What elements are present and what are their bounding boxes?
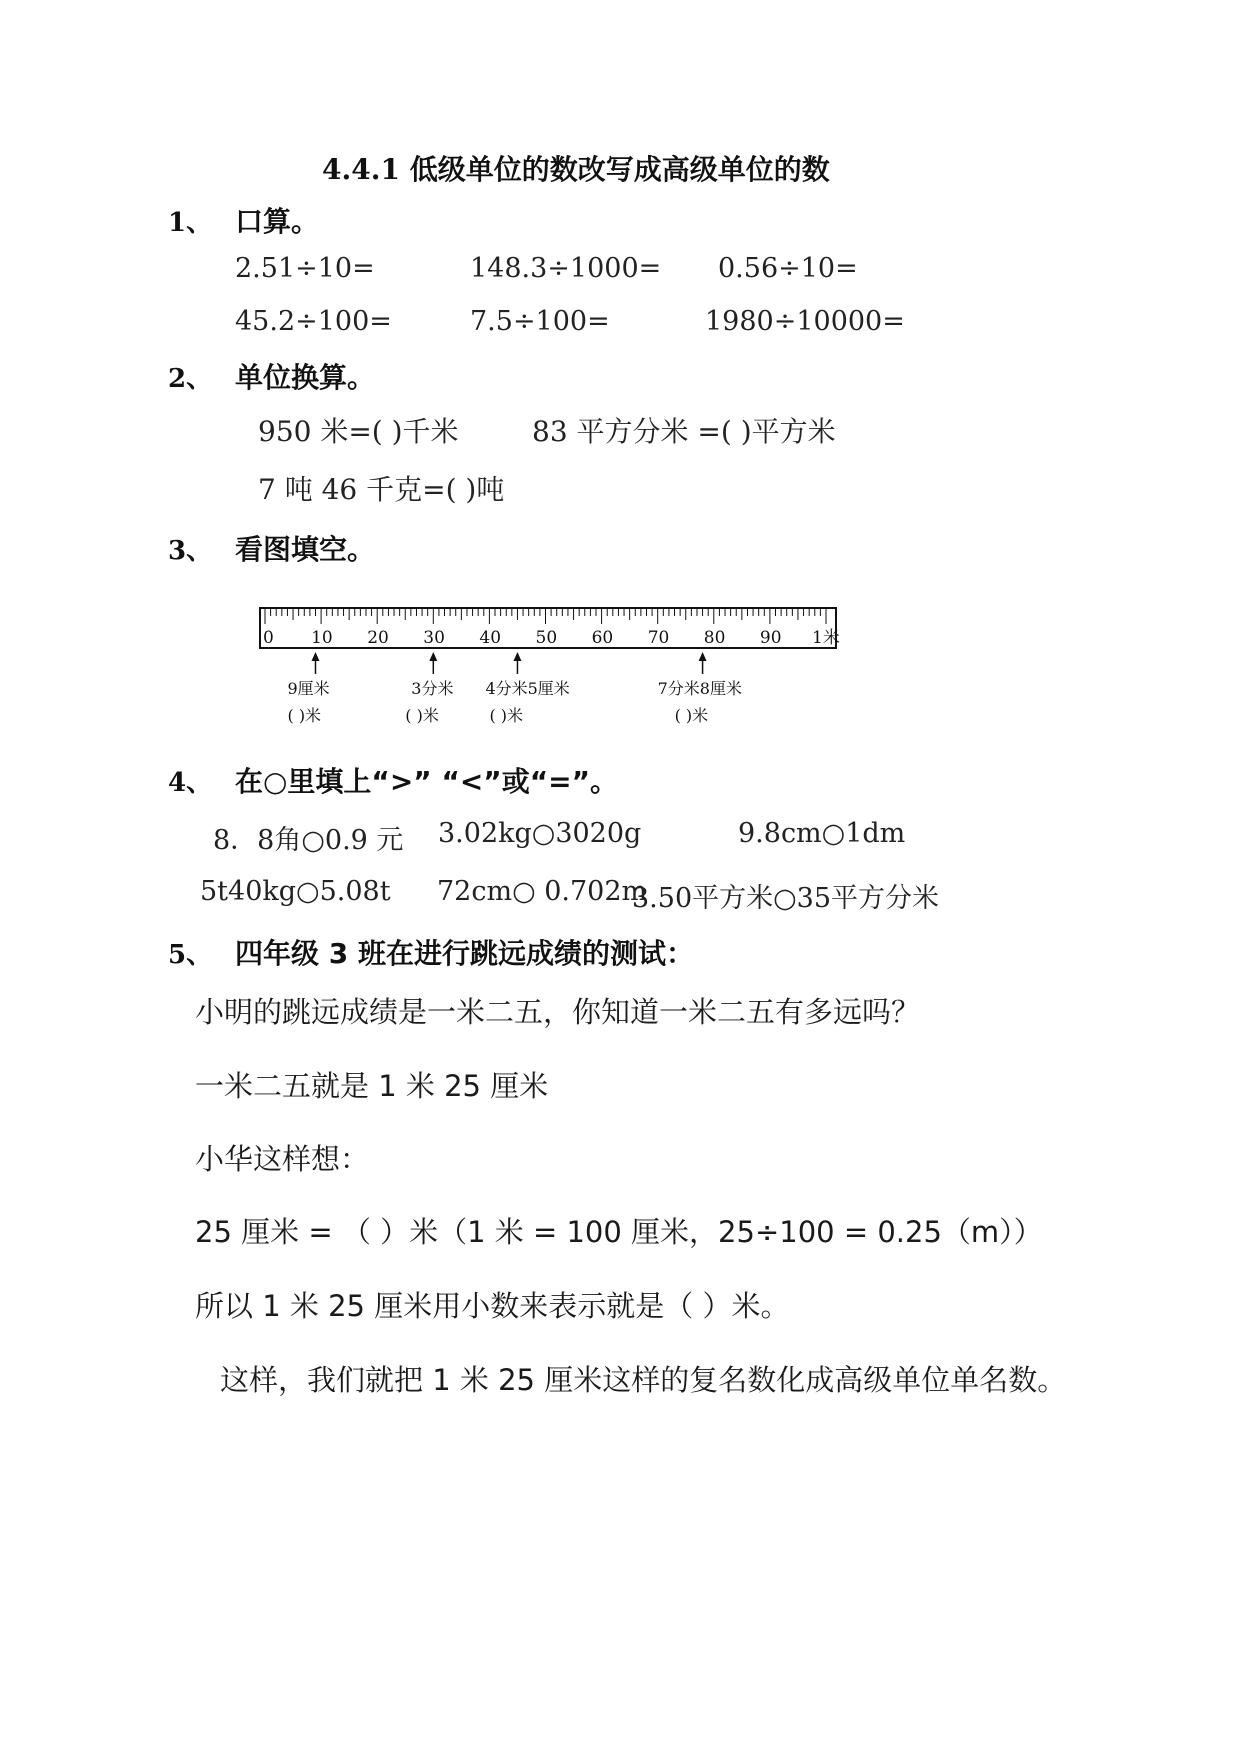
section-4-number: 4、 [168, 768, 213, 798]
paragraph-line: 这样，我们就把 1 米 25 厘米这样的复名数化成高级单位单名数。 [220, 1363, 1067, 1397]
ruler-number: 20 [367, 628, 389, 648]
ruler-number: 70 [647, 628, 670, 648]
ruler-arrow-head [513, 652, 521, 661]
paragraph-line: 小华这样想： [195, 1142, 370, 1176]
calc-item: 1980÷10000= [705, 306, 905, 337]
page-title: 4.4.1 低级单位的数改写成高级单位的数 [322, 153, 830, 186]
paragraph-line: 所以 1 米 25 厘米用小数来表示就是（ ）米。 [195, 1289, 790, 1323]
ruler-number: 80 [703, 628, 726, 648]
ruler-blank: ( )米 [489, 706, 524, 725]
ruler-number: 90 [759, 628, 782, 648]
ruler-labels [287, 679, 741, 725]
section-3-number: 3、 [168, 536, 213, 566]
section-3-heading: 看图填空。 [235, 533, 376, 566]
compare-item: 72cm○ 0.702m [437, 876, 648, 907]
paragraph-line: 一米二五就是 1 米 25 厘米 [195, 1069, 549, 1103]
ruler-number: 40 [479, 628, 502, 648]
section-5-heading: 四年级 3 班在进行跳远成绩的测试： [235, 937, 694, 970]
compare-item: 5t40kg○5.08t [200, 876, 391, 907]
paragraph-line: 25 厘米 = （ ）米（1 米 = 100 厘米，25÷100 = 0.25（m）） [195, 1215, 1043, 1249]
ruler-blank: ( )米 [674, 706, 709, 725]
section-5-number: 5、 [168, 940, 213, 970]
calc-item: 2.51÷10= [235, 253, 375, 284]
ruler-number: 0 [263, 628, 274, 648]
ruler-arrow-head [311, 652, 319, 661]
paragraph-line: 小明的跳远成绩是一米二五，你知道一米二五有多远吗？ [195, 995, 921, 1029]
conversion-item: 83 平方分米 =( )平方米 [532, 415, 836, 448]
section-1-heading: 口算。 [235, 205, 320, 238]
ruler-blank: ( )米 [287, 706, 322, 725]
ruler-number: 30 [423, 628, 445, 648]
ruler-number: 10 [311, 628, 333, 648]
ruler-numbers [263, 628, 840, 648]
compare-item: 8．8角○0.9 元 [213, 825, 404, 856]
ruler-arrow-head [699, 652, 707, 661]
conversion-item: 7 吨 46 千克=( )吨 [258, 473, 505, 506]
calc-item: 0.56÷10= [718, 253, 858, 284]
section-2-number: 2、 [168, 364, 213, 394]
ruler-arrow-label: 3分米 [411, 679, 454, 698]
ruler-figure [255, 602, 845, 727]
calc-item: 7.5÷100= [470, 306, 610, 337]
ruler-number: 50 [535, 628, 558, 648]
ruler-arrow-head [429, 652, 437, 661]
ruler-arrow-label: 4分米5厘米 [485, 679, 570, 698]
calc-item: 148.3÷1000= [470, 253, 662, 284]
compare-item: 9.8cm○1dm [738, 818, 906, 849]
section-4-heading: 在○里填上“>” “<”或“=”。 [235, 765, 618, 798]
ruler-arrows [311, 652, 706, 674]
ruler-arrow-label: 7分米8厘米 [657, 679, 742, 698]
conversion-item: 950 米=( )千米 [258, 415, 459, 448]
compare-item: 3.50平方米○35平方分米 [632, 883, 940, 914]
ruler-arrow-label: 9厘米 [287, 679, 330, 698]
ruler-number: 1米 [812, 628, 840, 648]
ruler-number: 60 [591, 628, 614, 648]
ruler-ticks [265, 608, 826, 624]
section-1-number: 1、 [168, 208, 213, 238]
ruler-blank: ( )米 [405, 706, 439, 725]
compare-item: 3.02kg○3020g [438, 818, 642, 849]
calc-item: 45.2÷100= [235, 306, 392, 337]
section-2-heading: 单位换算。 [235, 361, 376, 394]
